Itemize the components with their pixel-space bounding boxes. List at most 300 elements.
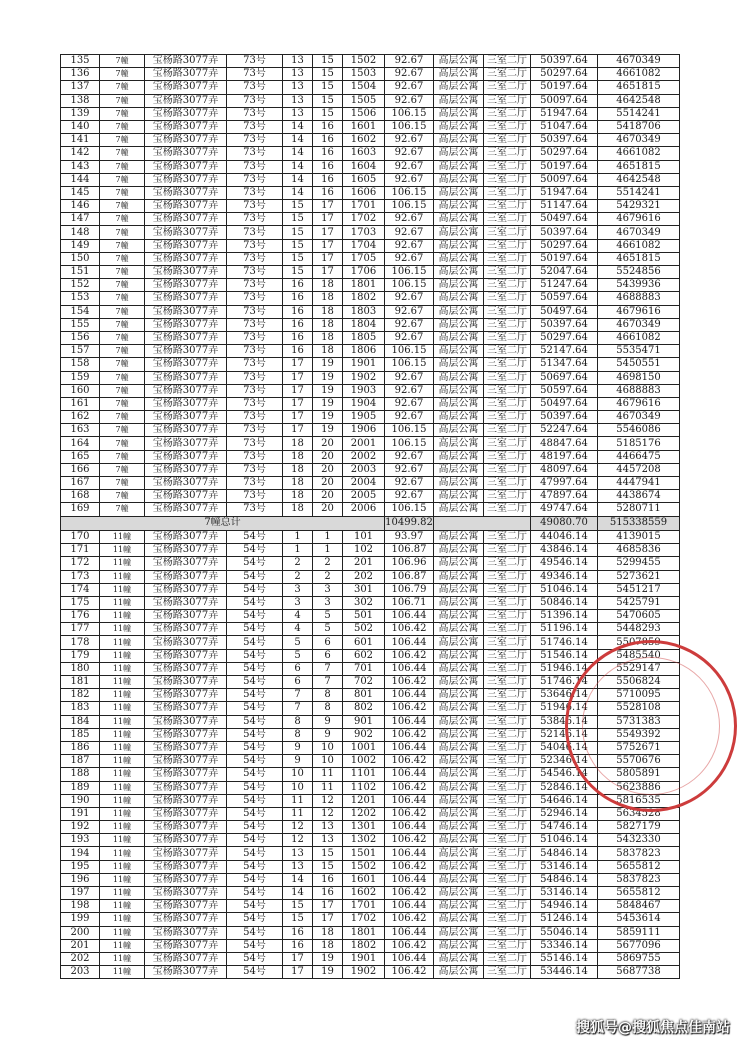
cell-layout: 三室二厅 [484, 649, 531, 662]
cell-total-price: 4139015 [598, 530, 680, 543]
cell-room: 2003 [343, 463, 385, 476]
cell-floor: 18 [283, 477, 313, 490]
cell-no: 174 [61, 583, 100, 596]
cell-nominal-floor: 20 [313, 490, 343, 503]
cell-total-price: 5687738 [598, 966, 680, 979]
cell-area: 106.96 [385, 557, 434, 570]
cell-road: 宝杨路3077弄 [145, 715, 227, 728]
cell-number: 54号 [227, 715, 283, 728]
cell-unit-price: 50197.64 [531, 160, 598, 173]
cell-building: 11幢 [100, 583, 145, 596]
cell-floor: 13 [283, 107, 313, 120]
cell-unit-price: 43846.14 [531, 544, 598, 557]
cell-building: 7幢 [100, 371, 145, 384]
cell-area: 92.67 [385, 477, 434, 490]
cell-floor: 2 [283, 570, 313, 583]
cell-use: 高层公寓 [434, 371, 484, 384]
cell-floor: 16 [283, 292, 313, 305]
cell-use: 高层公寓 [434, 279, 484, 292]
cell-nominal-floor: 20 [313, 463, 343, 476]
cell-total-price: 5451217 [598, 583, 680, 596]
cell-no: 177 [61, 623, 100, 636]
cell-building: 7幢 [100, 68, 145, 81]
cell-building: 11幢 [100, 689, 145, 702]
cell-number: 73号 [227, 81, 283, 94]
cell-number: 73号 [227, 371, 283, 384]
cell-area: 92.67 [385, 305, 434, 318]
cell-use: 高层公寓 [434, 649, 484, 662]
cell-layout: 三室二厅 [484, 702, 531, 715]
cell-no: 170 [61, 530, 100, 543]
cell-area: 106.44 [385, 926, 434, 939]
cell-area: 92.67 [385, 94, 434, 107]
cell-layout: 三室二厅 [484, 252, 531, 265]
cell-use: 高层公寓 [434, 411, 484, 424]
cell-room: 2004 [343, 477, 385, 490]
cell-total-price: 4457208 [598, 463, 680, 476]
cell-area: 106.87 [385, 544, 434, 557]
cell-area: 106.42 [385, 623, 434, 636]
cell-road: 宝杨路3077弄 [145, 437, 227, 450]
table-row [61, 252, 680, 265]
cell-unit-price: 51046.14 [531, 834, 598, 847]
cell-number: 73号 [227, 279, 283, 292]
table-row [61, 768, 680, 781]
cell-total-price: 4679616 [598, 305, 680, 318]
cell-floor: 11 [283, 794, 313, 807]
cell-floor: 17 [283, 952, 313, 965]
table-row [61, 873, 680, 886]
cell-nominal-floor: 18 [313, 292, 343, 305]
cell-total-price: 5529147 [598, 662, 680, 675]
cell-number: 73号 [227, 345, 283, 358]
cell-no: 194 [61, 847, 100, 860]
cell-unit-price: 53446.14 [531, 966, 598, 979]
cell-no: 155 [61, 318, 100, 331]
cell-road: 宝杨路3077弄 [145, 226, 227, 239]
cell-road: 宝杨路3077弄 [145, 213, 227, 226]
cell-total-price: 5425791 [598, 596, 680, 609]
cell-total-price: 5273621 [598, 570, 680, 583]
table-row [61, 477, 680, 490]
cell-nominal-floor: 11 [313, 781, 343, 794]
cell-number: 54号 [227, 913, 283, 926]
cell-room: 502 [343, 623, 385, 636]
cell-floor: 15 [283, 213, 313, 226]
cell-total-price: 4670349 [598, 318, 680, 331]
cell-total-price: 4651815 [598, 252, 680, 265]
cell-total-price: 4670349 [598, 226, 680, 239]
cell-nominal-floor: 2 [313, 570, 343, 583]
cell-floor: 18 [283, 437, 313, 450]
cell-layout: 三室二厅 [484, 397, 531, 410]
cell-total-price: 5731383 [598, 715, 680, 728]
cell-floor: 15 [283, 200, 313, 213]
cell-area: 92.67 [385, 213, 434, 226]
table-row [61, 160, 680, 173]
cell-use: 高层公寓 [434, 623, 484, 636]
cell-nominal-floor: 13 [313, 834, 343, 847]
table-row [61, 226, 680, 239]
cell-nominal-floor: 1 [313, 530, 343, 543]
cell-room: 2001 [343, 437, 385, 450]
price-table [60, 54, 680, 979]
cell-road: 宝杨路3077弄 [145, 807, 227, 820]
cell-area: 106.15 [385, 200, 434, 213]
cell-layout: 三室二厅 [484, 120, 531, 133]
table-row [61, 834, 680, 847]
cell-no: 171 [61, 544, 100, 557]
cell-unit-price: 54746.14 [531, 821, 598, 834]
cell-layout: 三室二厅 [484, 623, 531, 636]
cell-road: 宝杨路3077弄 [145, 939, 227, 952]
cell-room: 702 [343, 676, 385, 689]
cell-floor: 15 [283, 239, 313, 252]
cell-floor: 16 [283, 331, 313, 344]
cell-nominal-floor: 19 [313, 424, 343, 437]
cell-number: 54号 [227, 557, 283, 570]
cell-area: 106.15 [385, 120, 434, 133]
cell-area: 92.67 [385, 318, 434, 331]
cell-nominal-floor: 15 [313, 107, 343, 120]
cell-room: 1603 [343, 147, 385, 160]
cell-number: 54号 [227, 873, 283, 886]
table-row [61, 331, 680, 344]
cell-number: 54号 [227, 741, 283, 754]
cell-use: 高层公寓 [434, 331, 484, 344]
cell-total-price: 4466475 [598, 450, 680, 463]
cell-area: 92.67 [385, 55, 434, 68]
cell-use: 高层公寓 [434, 266, 484, 279]
table-row [61, 755, 680, 768]
cell-number: 54号 [227, 623, 283, 636]
cell-room: 2005 [343, 490, 385, 503]
cell-layout: 三室二厅 [484, 807, 531, 820]
cell-unit-price: 51396.14 [531, 610, 598, 623]
cell-building: 11幢 [100, 610, 145, 623]
cell-use: 高层公寓 [434, 68, 484, 81]
cell-road: 宝杨路3077弄 [145, 120, 227, 133]
subtotal-label: 7幢总计 [61, 516, 385, 530]
cell-no: 191 [61, 807, 100, 820]
cell-building: 7幢 [100, 120, 145, 133]
table-row [61, 557, 680, 570]
cell-unit-price: 50497.64 [531, 213, 598, 226]
cell-total-price: 4688883 [598, 292, 680, 305]
cell-room: 1804 [343, 318, 385, 331]
cell-total-price: 5470605 [598, 610, 680, 623]
cell-layout: 三室二厅 [484, 384, 531, 397]
cell-floor: 14 [283, 873, 313, 886]
table-row [61, 186, 680, 199]
cell-nominal-floor: 16 [313, 186, 343, 199]
cell-nominal-floor: 9 [313, 715, 343, 728]
cell-number: 73号 [227, 305, 283, 318]
cell-number: 54号 [227, 583, 283, 596]
cell-number: 73号 [227, 384, 283, 397]
cell-floor: 15 [283, 900, 313, 913]
cell-no: 190 [61, 794, 100, 807]
table-row [61, 900, 680, 913]
cell-building: 11幢 [100, 544, 145, 557]
cell-number: 73号 [227, 411, 283, 424]
cell-total-price: 4670349 [598, 134, 680, 147]
table-row [61, 81, 680, 94]
cell-no: 192 [61, 821, 100, 834]
cell-total-price: 5546086 [598, 424, 680, 437]
cell-building: 7幢 [100, 490, 145, 503]
cell-nominal-floor: 17 [313, 213, 343, 226]
cell-layout: 三室二厅 [484, 147, 531, 160]
cell-road: 宝杨路3077弄 [145, 768, 227, 781]
cell-no: 158 [61, 358, 100, 371]
cell-area: 106.42 [385, 939, 434, 952]
cell-layout: 三室二厅 [484, 715, 531, 728]
cell-use: 高层公寓 [434, 952, 484, 965]
cell-layout: 三室二厅 [484, 676, 531, 689]
cell-nominal-floor: 19 [313, 358, 343, 371]
cell-layout: 三室二厅 [484, 331, 531, 344]
cell-unit-price: 50297.64 [531, 147, 598, 160]
cell-road: 宝杨路3077弄 [145, 94, 227, 107]
cell-layout: 三室二厅 [484, 966, 531, 979]
cell-road: 宝杨路3077弄 [145, 623, 227, 636]
cell-room: 1901 [343, 952, 385, 965]
cell-use: 高层公寓 [434, 741, 484, 754]
cell-area: 106.15 [385, 345, 434, 358]
cell-use: 高层公寓 [434, 873, 484, 886]
cell-nominal-floor: 19 [313, 397, 343, 410]
cell-road: 宝杨路3077弄 [145, 649, 227, 662]
cell-number: 54号 [227, 939, 283, 952]
cell-floor: 5 [283, 636, 313, 649]
cell-nominal-floor: 17 [313, 252, 343, 265]
cell-total-price: 5429321 [598, 200, 680, 213]
cell-room: 1701 [343, 200, 385, 213]
cell-no: 159 [61, 371, 100, 384]
cell-no: 139 [61, 107, 100, 120]
cell-area: 106.44 [385, 689, 434, 702]
cell-use: 高层公寓 [434, 424, 484, 437]
cell-building: 7幢 [100, 318, 145, 331]
cell-layout: 三室二厅 [484, 834, 531, 847]
cell-area: 106.44 [385, 715, 434, 728]
cell-layout: 三室二厅 [484, 728, 531, 741]
table-row [61, 741, 680, 754]
cell-use: 高层公寓 [434, 503, 484, 516]
cell-number: 54号 [227, 768, 283, 781]
cell-no: 149 [61, 239, 100, 252]
cell-number: 54号 [227, 596, 283, 609]
cell-layout: 三室二厅 [484, 134, 531, 147]
cell-road: 宝杨路3077弄 [145, 794, 227, 807]
cell-unit-price: 52846.14 [531, 781, 598, 794]
cell-number: 73号 [227, 358, 283, 371]
cell-room: 1902 [343, 371, 385, 384]
cell-unit-price: 50597.64 [531, 292, 598, 305]
cell-unit-price: 50497.64 [531, 305, 598, 318]
cell-number: 54号 [227, 570, 283, 583]
table-row [61, 860, 680, 873]
cell-nominal-floor: 5 [313, 610, 343, 623]
cell-room: 1302 [343, 834, 385, 847]
cell-room: 1001 [343, 741, 385, 754]
table-row [61, 213, 680, 226]
cell-room: 1905 [343, 411, 385, 424]
cell-layout: 三室二厅 [484, 570, 531, 583]
cell-area: 106.42 [385, 676, 434, 689]
cell-floor: 6 [283, 676, 313, 689]
cell-total-price: 5848467 [598, 900, 680, 913]
cell-layout: 三室二厅 [484, 939, 531, 952]
cell-floor: 16 [283, 939, 313, 952]
cell-number: 73号 [227, 318, 283, 331]
cell-number: 73号 [227, 147, 283, 160]
cell-area: 92.67 [385, 68, 434, 81]
cell-area: 106.42 [385, 702, 434, 715]
cell-use: 高层公寓 [434, 794, 484, 807]
cell-no: 144 [61, 173, 100, 186]
cell-road: 宝杨路3077弄 [145, 821, 227, 834]
cell-floor: 14 [283, 134, 313, 147]
cell-use: 高层公寓 [434, 490, 484, 503]
cell-no: 180 [61, 662, 100, 675]
cell-room: 1702 [343, 913, 385, 926]
cell-room: 1002 [343, 755, 385, 768]
cell-area: 93.97 [385, 530, 434, 543]
cell-building: 7幢 [100, 384, 145, 397]
cell-floor: 13 [283, 94, 313, 107]
cell-layout: 三室二厅 [484, 94, 531, 107]
cell-unit-price: 52946.14 [531, 807, 598, 820]
cell-use: 高层公寓 [434, 107, 484, 120]
cell-no: 166 [61, 463, 100, 476]
cell-road: 宝杨路3077弄 [145, 345, 227, 358]
cell-room: 202 [343, 570, 385, 583]
cell-no: 168 [61, 490, 100, 503]
table-row [61, 939, 680, 952]
cell-unit-price: 51347.64 [531, 358, 598, 371]
cell-number: 73号 [227, 107, 283, 120]
cell-total-price: 5432330 [598, 834, 680, 847]
cell-room: 1602 [343, 134, 385, 147]
subtotal-area: 10499.82 [385, 516, 434, 530]
cell-number: 73号 [227, 239, 283, 252]
cell-use: 高层公寓 [434, 847, 484, 860]
cell-unit-price: 53346.14 [531, 939, 598, 952]
cell-room: 2002 [343, 450, 385, 463]
cell-number: 73号 [227, 437, 283, 450]
cell-building: 11幢 [100, 649, 145, 662]
cell-unit-price: 50397.64 [531, 318, 598, 331]
cell-use: 高层公寓 [434, 318, 484, 331]
cell-road: 宝杨路3077弄 [145, 55, 227, 68]
cell-building: 7幢 [100, 437, 145, 450]
cell-nominal-floor: 19 [313, 384, 343, 397]
cell-total-price: 5506824 [598, 676, 680, 689]
cell-room: 1701 [343, 900, 385, 913]
cell-unit-price: 52147.64 [531, 345, 598, 358]
cell-area: 92.67 [385, 226, 434, 239]
cell-no: 193 [61, 834, 100, 847]
cell-area: 92.67 [385, 134, 434, 147]
cell-floor: 17 [283, 358, 313, 371]
cell-total-price: 4661082 [598, 147, 680, 160]
cell-building: 11幢 [100, 913, 145, 926]
cell-unit-price: 50497.64 [531, 397, 598, 410]
cell-unit-price: 55146.14 [531, 952, 598, 965]
cell-building: 7幢 [100, 200, 145, 213]
cell-use: 高层公寓 [434, 173, 484, 186]
cell-layout: 三室二厅 [484, 292, 531, 305]
cell-total-price: 5299455 [598, 557, 680, 570]
table-row [61, 966, 680, 979]
cell-use: 高层公寓 [434, 239, 484, 252]
cell-room: 1705 [343, 252, 385, 265]
cell-building: 11幢 [100, 768, 145, 781]
table-row [61, 490, 680, 503]
cell-layout: 三室二厅 [484, 926, 531, 939]
table-row [61, 305, 680, 318]
cell-building: 11幢 [100, 570, 145, 583]
cell-area: 106.15 [385, 437, 434, 450]
cell-number: 54号 [227, 689, 283, 702]
cell-building: 7幢 [100, 424, 145, 437]
cell-room: 901 [343, 715, 385, 728]
cell-number: 54号 [227, 530, 283, 543]
cell-number: 73号 [227, 226, 283, 239]
table-row [61, 649, 680, 662]
cell-road: 宝杨路3077弄 [145, 477, 227, 490]
cell-nominal-floor: 16 [313, 147, 343, 160]
cell-layout: 三室二厅 [484, 81, 531, 94]
cell-building: 11幢 [100, 966, 145, 979]
cell-total-price: 5185176 [598, 437, 680, 450]
cell-room: 1703 [343, 226, 385, 239]
cell-nominal-floor: 7 [313, 676, 343, 689]
cell-building: 11幢 [100, 847, 145, 860]
cell-unit-price: 49546.14 [531, 557, 598, 570]
cell-floor: 18 [283, 450, 313, 463]
cell-building: 7幢 [100, 331, 145, 344]
cell-room: 1502 [343, 860, 385, 873]
cell-building: 11幢 [100, 926, 145, 939]
cell-floor: 6 [283, 662, 313, 675]
table-row [61, 147, 680, 160]
cell-layout: 三室二厅 [484, 411, 531, 424]
cell-nominal-floor: 18 [313, 305, 343, 318]
cell-building: 7幢 [100, 477, 145, 490]
cell-total-price: 5485540 [598, 649, 680, 662]
cell-layout: 三室二厅 [484, 741, 531, 754]
cell-layout: 三室二厅 [484, 503, 531, 516]
cell-no: 148 [61, 226, 100, 239]
cell-no: 157 [61, 345, 100, 358]
cell-number: 54号 [227, 887, 283, 900]
cell-road: 宝杨路3077弄 [145, 490, 227, 503]
cell-total-price: 5514241 [598, 186, 680, 199]
table-row [61, 662, 680, 675]
cell-number: 54号 [227, 662, 283, 675]
cell-area: 106.15 [385, 503, 434, 516]
cell-unit-price: 51946.14 [531, 662, 598, 675]
cell-number: 54号 [227, 702, 283, 715]
cell-nominal-floor: 6 [313, 636, 343, 649]
cell-layout: 三室二厅 [484, 596, 531, 609]
cell-nominal-floor: 16 [313, 873, 343, 886]
cell-unit-price: 51546.14 [531, 649, 598, 662]
cell-unit-price: 48097.64 [531, 463, 598, 476]
